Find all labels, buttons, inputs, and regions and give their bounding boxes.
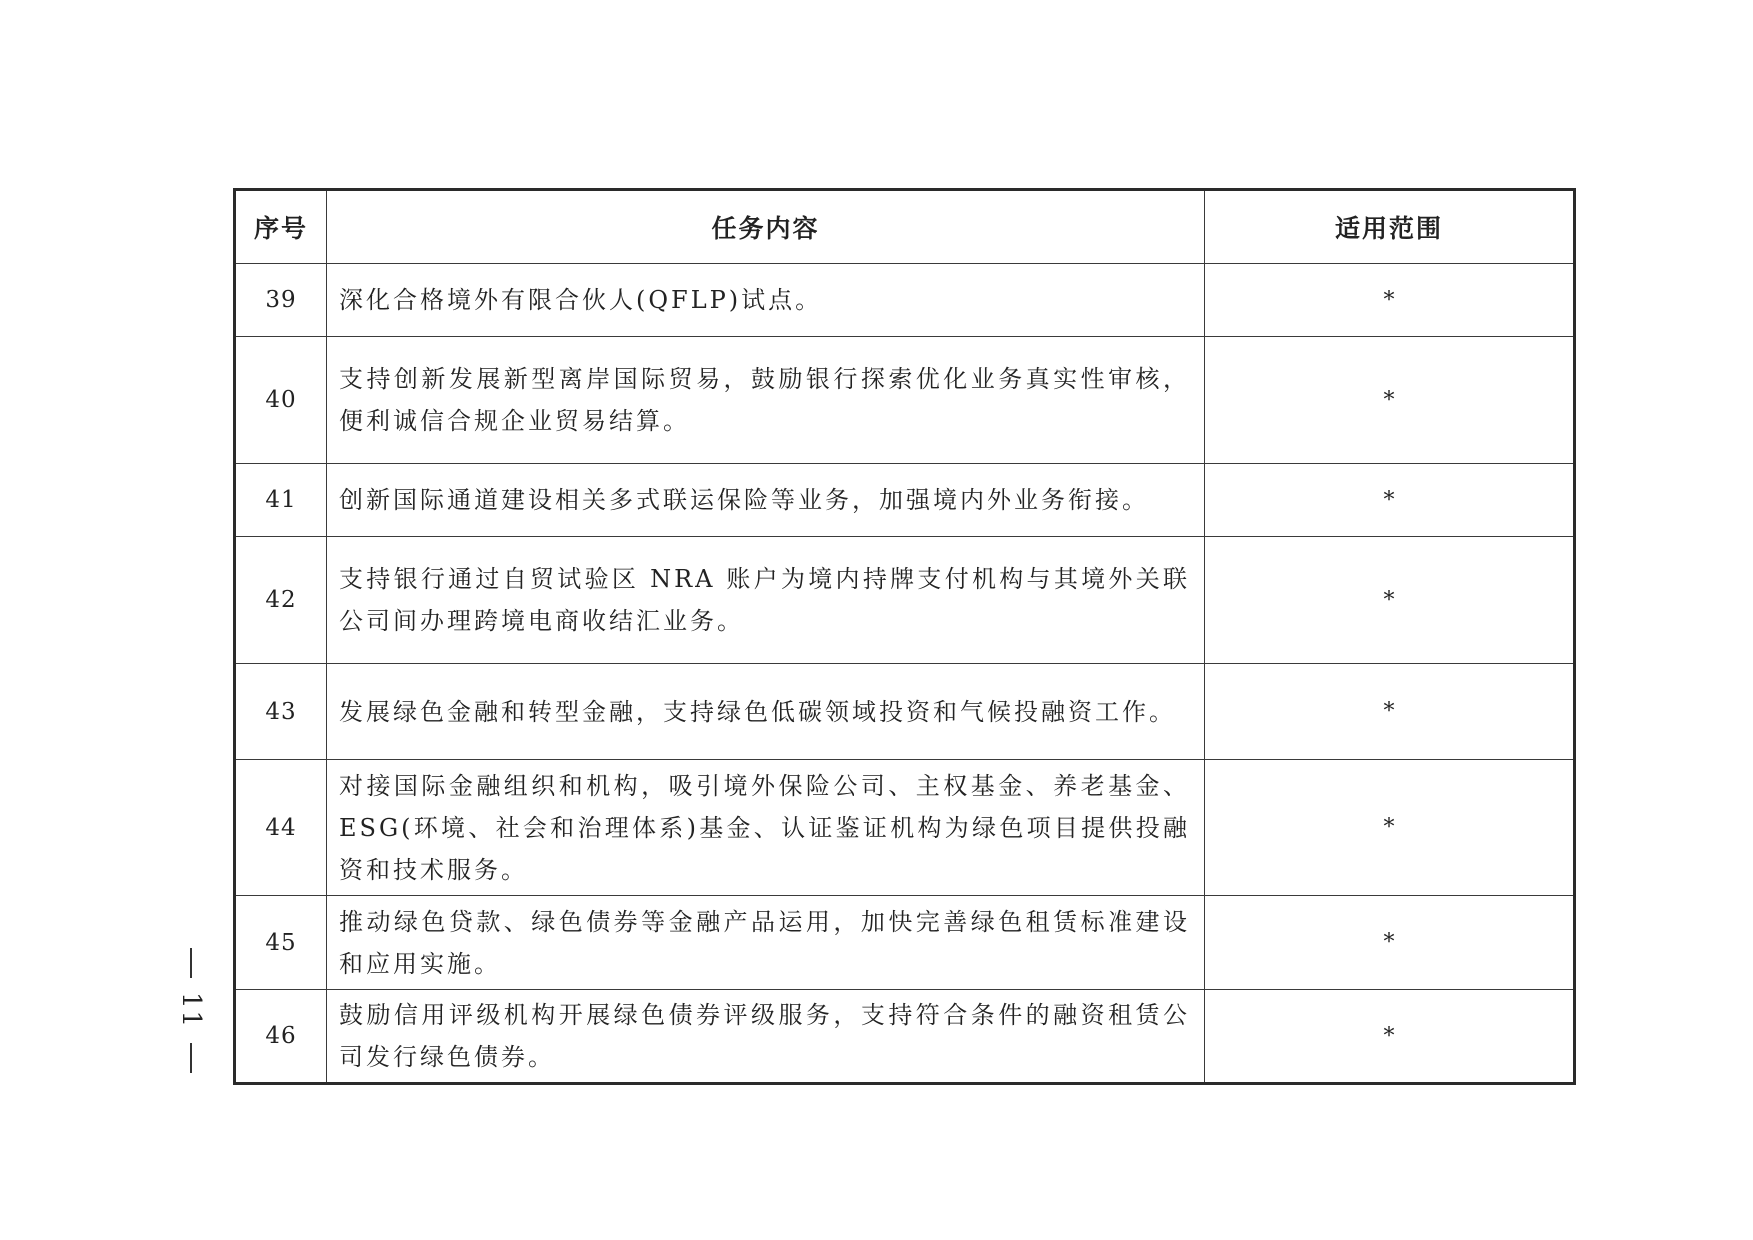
table-row bbox=[235, 537, 1575, 664]
row-number: 44 bbox=[235, 760, 327, 896]
row-number: 45 bbox=[235, 896, 327, 990]
row-scope: * bbox=[1205, 464, 1575, 537]
task-table bbox=[233, 188, 1576, 1085]
row-task: 创新国际通道建设相关多式联运保险等业务，加强境内外业务衔接。 bbox=[327, 464, 1205, 537]
row-task: 推动绿色贷款、绿色债券等金融产品运用，加快完善绿色租赁标准建设和应用实施。 bbox=[327, 896, 1205, 990]
row-scope: * bbox=[1205, 990, 1575, 1084]
table-row bbox=[235, 760, 1575, 896]
header-task: 任务内容 bbox=[327, 190, 1205, 264]
row-number: 40 bbox=[235, 337, 327, 464]
task-table-container bbox=[233, 188, 1573, 1085]
table-row bbox=[235, 896, 1575, 990]
row-scope: * bbox=[1205, 664, 1575, 760]
table-row bbox=[235, 664, 1575, 760]
header-number: 序号 bbox=[235, 190, 327, 264]
row-number: 42 bbox=[235, 537, 327, 664]
page-number-dash-top bbox=[190, 948, 192, 978]
table-row bbox=[235, 464, 1575, 537]
row-task: 支持银行通过自贸试验区 NRA 账户为境内持牌支付机构与其境外关联公司间办理跨境电商收结汇业务。 bbox=[327, 537, 1205, 664]
page-number-dash-bottom bbox=[190, 1043, 192, 1073]
row-scope: * bbox=[1205, 337, 1575, 464]
row-number: 46 bbox=[235, 990, 327, 1084]
table-row bbox=[235, 990, 1575, 1084]
row-task: 对接国际金融组织和机构，吸引境外保险公司、主权基金、养老基金、ESG(环境、社会和治理体系)基金、认证鉴证机构为绿色项目提供投融资和技术服务。 bbox=[327, 760, 1205, 896]
row-task: 深化合格境外有限合伙人(QFLP)试点。 bbox=[327, 264, 1205, 337]
row-scope: * bbox=[1205, 537, 1575, 664]
row-number: 43 bbox=[235, 664, 327, 760]
row-scope: * bbox=[1205, 264, 1575, 337]
row-task: 鼓励信用评级机构开展绿色债券评级服务，支持符合条件的融资租赁公司发行绿色债券。 bbox=[327, 990, 1205, 1084]
table-row bbox=[235, 337, 1575, 464]
header-scope: 适用范围 bbox=[1205, 190, 1575, 264]
table-row bbox=[235, 264, 1575, 337]
row-task: 支持创新发展新型离岸国际贸易，鼓励银行探索优化业务真实性审核，便利诚信合规企业贸易结算。 bbox=[327, 337, 1205, 464]
row-number: 41 bbox=[235, 464, 327, 537]
row-scope: * bbox=[1205, 760, 1575, 896]
row-number: 39 bbox=[235, 264, 327, 337]
page-number-text: 11 bbox=[176, 992, 206, 1030]
page-number bbox=[176, 948, 206, 1088]
row-task: 发展绿色金融和转型金融，支持绿色低碳领域投资和气候投融资工作。 bbox=[327, 664, 1205, 760]
table-header-row bbox=[235, 190, 1575, 264]
row-scope: * bbox=[1205, 896, 1575, 990]
